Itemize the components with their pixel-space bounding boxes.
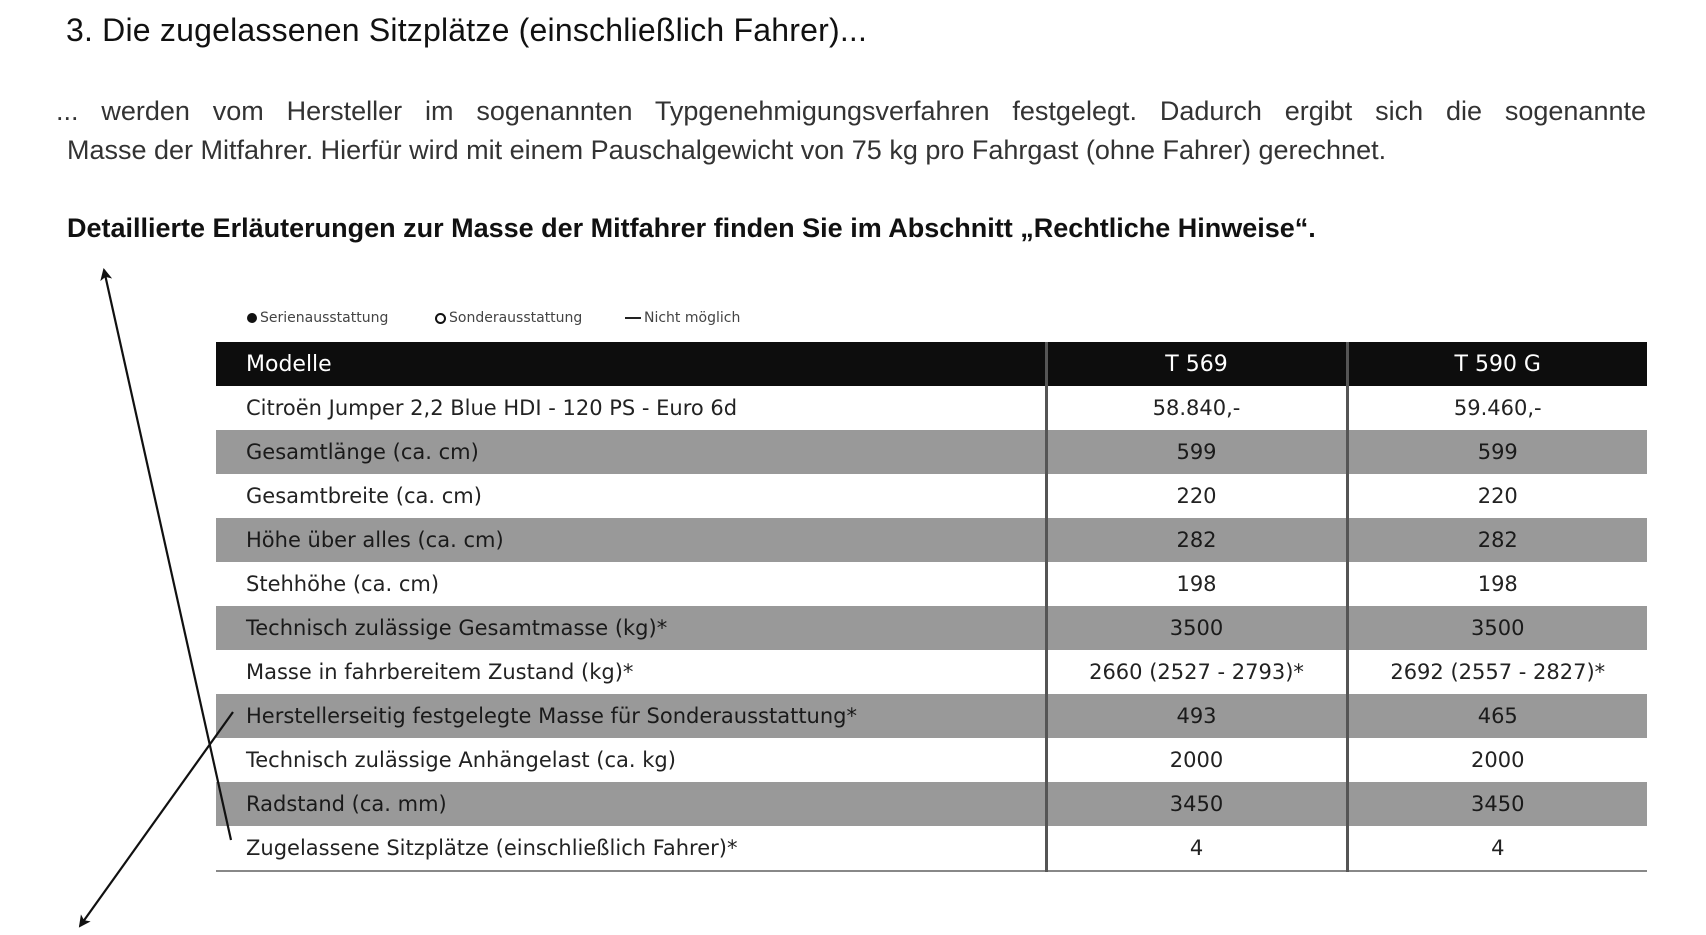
intro-line-2: Masse der Mitfahrer. Hierfür wird mit einem Pauschalgewicht von 75 kg pro Fahrgast (ohne Fahrer) gerechnet.	[67, 135, 1387, 165]
row-label: Herstellerseitig festgelegte Masse für Sonderausstattung*	[216, 694, 1046, 738]
cell-t590g: 198	[1347, 562, 1647, 606]
cell-t569: 493	[1046, 694, 1347, 738]
arrow-down-left	[80, 712, 233, 926]
legend-not-possible-label: Nicht möglich	[644, 310, 741, 326]
legend-not-possible	[625, 310, 740, 326]
table-header-row	[216, 342, 1647, 386]
cell-t590g: 4	[1347, 826, 1647, 871]
table-row	[216, 782, 1647, 826]
row-label: Zugelassene Sitzplätze (einschließlich Fahrer)*	[216, 826, 1046, 871]
cell-t590g: 599	[1347, 430, 1647, 474]
section-heading: 3. Die zugelassenen Sitzplätze (einschließlich Fahrer)...	[66, 12, 868, 48]
filled-dot-icon	[247, 313, 257, 323]
row-label: Radstand (ca. mm)	[216, 782, 1046, 826]
column-header-t569: T 569	[1046, 342, 1347, 386]
cell-t569: 3450	[1046, 782, 1347, 826]
row-label: Stehhöhe (ca. cm)	[216, 562, 1046, 606]
cell-t569: 220	[1046, 474, 1347, 518]
open-dot-icon	[435, 313, 446, 324]
cell-t569: 3500	[1046, 606, 1347, 650]
table-row	[216, 650, 1647, 694]
cell-t590g: 282	[1347, 518, 1647, 562]
cell-t590g: 59.460,-	[1347, 386, 1647, 430]
table-row	[216, 474, 1647, 518]
row-label: Masse in fahrbereitem Zustand (kg)*	[216, 650, 1046, 694]
legend-standard	[247, 310, 435, 326]
row-label: Citroën Jumper 2,2 Blue HDI - 120 PS - Euro 6d	[216, 386, 1046, 430]
table-row	[216, 738, 1647, 782]
specs-table	[216, 342, 1647, 872]
cell-t569: 2660 (2527 - 2793)*	[1046, 650, 1347, 694]
row-label: Höhe über alles (ca. cm)	[216, 518, 1046, 562]
intro-line-1: ... werden vom Hersteller im sogenannten Typgenehmigungsverfahren festgelegt. Dadurch ergibt sich die sogenannte	[56, 96, 1646, 126]
column-header-t590g: T 590 G	[1347, 342, 1647, 386]
cell-t590g: 2692 (2557 - 2827)*	[1347, 650, 1647, 694]
table-row	[216, 518, 1647, 562]
cell-t569: 599	[1046, 430, 1347, 474]
cell-t590g: 220	[1347, 474, 1647, 518]
row-label: Technisch zulässige Gesamtmasse (kg)*	[216, 606, 1046, 650]
row-label: Gesamtbreite (ca. cm)	[216, 474, 1046, 518]
cell-t590g: 2000	[1347, 738, 1647, 782]
cell-t569: 4	[1046, 826, 1347, 871]
cell-t590g: 3500	[1347, 606, 1647, 650]
intro-paragraph	[56, 92, 1646, 170]
cell-t569: 2000	[1046, 738, 1347, 782]
row-label: Gesamtlänge (ca. cm)	[216, 430, 1046, 474]
legend-standard-label: Serienausstattung	[260, 310, 389, 326]
cell-t569: 58.840,-	[1046, 386, 1347, 430]
table-row	[216, 562, 1647, 606]
column-header-models: Modelle	[216, 342, 1046, 386]
arrow-up-to-note	[104, 270, 231, 840]
cell-t569: 282	[1046, 518, 1347, 562]
table-row	[216, 694, 1647, 738]
legend-optional	[435, 310, 625, 326]
table-row	[216, 606, 1647, 650]
cell-t590g: 3450	[1347, 782, 1647, 826]
table-row	[216, 826, 1647, 871]
legal-note: Detaillierte Erläuterungen zur Masse der Mitfahrer finden Sie im Abschnitt „Rechtliche Hinweise“.	[67, 213, 1316, 243]
dash-icon	[625, 317, 641, 319]
table-row	[216, 430, 1647, 474]
cell-t569: 198	[1046, 562, 1347, 606]
cell-t590g: 465	[1347, 694, 1647, 738]
table-row	[216, 386, 1647, 430]
equipment-legend	[247, 310, 740, 326]
legend-optional-label: Sonderausstattung	[449, 310, 583, 326]
row-label: Technisch zulässige Anhängelast (ca. kg)	[216, 738, 1046, 782]
